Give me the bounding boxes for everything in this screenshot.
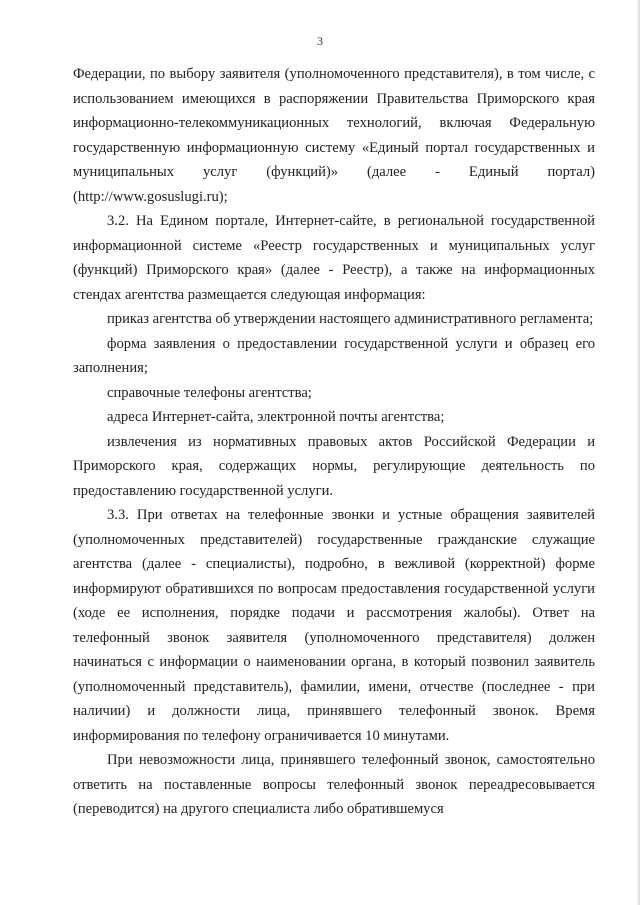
list-item-legal-extracts: извлечения из нормативных правовых актов Российской Федерации и Приморского края, содержащих нормы, регулирующие деятельность по предоставлению государственной услуги. xyxy=(73,433,595,499)
paragraph-redirect: При невозможности лица, принявшего телефонный звонок, самостоятельно ответить на поставленные вопросы телефонный звонок переадресовывается (переводится) на другого специалиста либо обратившемуся xyxy=(73,752,595,817)
document-body xyxy=(73,62,595,822)
paragraph-continuation: Федерации, по выбору заявителя (уполномоченного представителя), в том числе, с использованием имеющихся в распоряжении Правительства Приморского края информационно-телекоммуникационных технологий, включая Федеральную государственную информационную систему «Единый портал государственных и муниципальных услуг (функций)» (далее - Единый портал) (http://www.gosuslugi.ru); xyxy=(73,66,595,205)
list-item-order: приказ агентства об утверждении настоящего административного регламента; xyxy=(107,311,594,327)
list-item-phones: справочные телефоны агентства; xyxy=(107,384,312,401)
list-item-web-addresses: адреса Интернет-сайта, электронной почты агентства; xyxy=(107,409,445,425)
page-number: 3 xyxy=(317,34,323,48)
paragraph-3-2: 3.2. На Едином портале, Интернет-сайте, в региональной государственной информационной системе «Реестр государственных и муниципальных услуг (функций) Приморского края» (далее - Реестр), а также на информационных стендах агентства размещается следующая информация: xyxy=(73,213,595,303)
paragraph-3-3: 3.3. При ответах на телефонные звонки и устные обращения заявителей (уполномоченных представителей) государственные гражданские служащие агентства (далее - специалисты), подробно, в вежливой (корректной) форме информируют обратившихся по вопросам предоставления государственной услуги (ходе ее исполнения, порядке подачи и рассмотрения жалобы). Ответ на телефонный звонок заявителя (уполномоченного представителя) должен начинаться с информации о наименовании органа, в который позвонил заявитель (уполномоченный представитель), фамилии, имени, отчестве (последнее - при наличии) и должности лица, принявшего телефонный звонок. Время информирования по телефону ограничивается 10 минутами. xyxy=(73,507,595,744)
list-item-application-form: форма заявления о предоставлении государственной услуги и образец его заполнения; xyxy=(73,335,595,376)
